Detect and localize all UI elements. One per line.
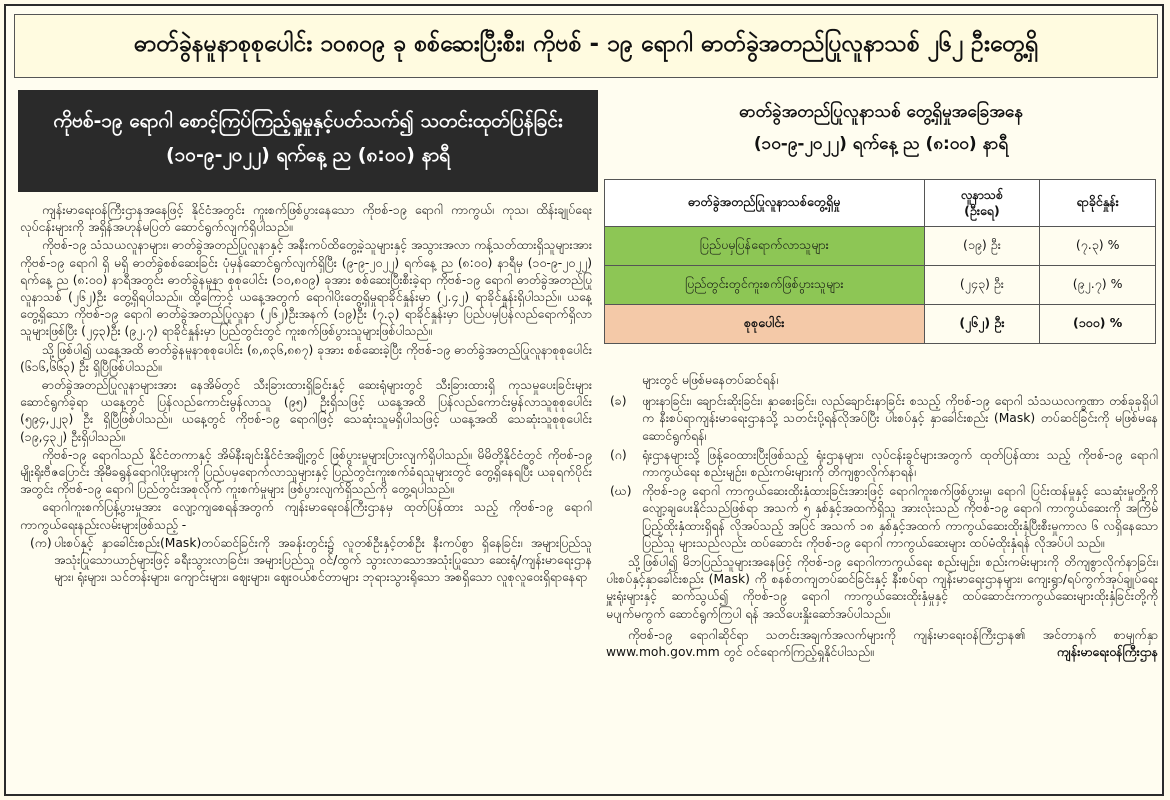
paragraph: ကိုဗစ်-၁၉ သံသယလူနာများ၊ ဓာတ်ခွဲအတည်ပြုလူနာနှင့် အနီးကပ်ထိတွေ့ခဲ့သူများနှင့် အသွားအလာ ကန့်သတ်ထားရှိသူများအား ကိုဗစ်-၁၉ ရောဂါ ရှိ မရှိ ဓာတ်ခွဲစစ်ဆေးခြင်း ပုံမှန်ဆောင်ရွက်လျက်ရှိပြီး (၉-၉-၂၀၂၂) ရက်နေ့ ည (၈:၀၀) နာရီမှ (၁၀-၉-၂၀၂၂) ရက်နေ့ ည (၈:၀၀) နာရီအတွင်း ဓာတ်ခွဲနမူနာ စုစုပေါင်း (၁၀,၈၀၉) ခုအား စစ်ဆေးပြီးစီးခဲ့ရာ ကိုဗစ်-၁၉ ရောဂါ ဓာတ်ခွဲအတည်ပြုလူနာသစ် (၂၆၂)ဦး တွေ့ရှိရပါသည်။ ထို့ကြောင့် ယနေ့အတွက် ရောဂါပိုးတွေ့ရှိမှုရာခိုင်နှုန်းမှာ (၂.၄၂) ရာခိုင်နှုန်းရှိပါသည်။ ယနေ့တွေ့ရှိသော ကိုဗစ်-၁၉ ရောဂါ ဓာတ်ခွဲအတည်ပြုလူနာ (၂၆၂)ဦးအနက် (၁၉)ဦး (၇.၃) ရာခိုင်နှုန်းမှာ ပြည်ပမှပြန်လည်ရောက်ရှိလာသူများဖြစ်ပြီး (၂၄၃)ဦး (၉၂.၇) ရာခိုင်နှုန်းမှာ ပြည်တွင်းတွင် ကူးစက်ဖြစ်ပွားသူများဖြစ်ပါသည်။ bbox=[20, 238, 592, 339]
document-frame bbox=[4, 4, 1164, 796]
list-item bbox=[606, 447, 1158, 481]
paragraph: များတွင် မဖြစ်မနေတပ်ဆင်ရန်၊ bbox=[642, 373, 779, 387]
table-cell: (၇.၃) % bbox=[1040, 227, 1156, 266]
column-header: ဓာတ်ခွဲအတည်ပြုလူနာသစ်တွေ့ရှိမှု bbox=[605, 180, 925, 227]
right-header-title: ဓာတ်ခွဲအတည်ပြုလူနာသစ် တွေ့ရှိမှုအခြေအနေ bbox=[739, 102, 1023, 122]
left-header-date: (၁၀-၉-၂၀၂၂) ရက်နေ့ ည (၈:၀၀) နာရီ bbox=[165, 144, 451, 166]
list-item bbox=[20, 535, 592, 587]
list-marker: (ခ) bbox=[610, 394, 627, 409]
table-row bbox=[605, 266, 1156, 305]
table-cell: စုစုပေါင်း bbox=[605, 305, 925, 344]
paragraph: ဓာတ်ခွဲအတည်ပြုလူနာများအား နေအိမ်တွင် သီးခြားထားရှိခြင်းနှင့် ဆေးရုံများတွင် သီးခြားထားရှိ ကုသမှုပေးခြင်းများ ဆောင်ရွက်ခဲ့ရာ ယနေ့တွင် ပြန်လည်ကောင်းမွန်လာသူ (၉၅) ဦးရှိသဖြင့် ယနေ့အထိ ပြန်လည်ကောင်းမွန်လာသူစုစုပေါင်း (၅၉၄,၂၂၃) ဦး ရှိပြီဖြစ်ပါသည်။ ယနေ့တွင် ကိုဗစ်-၁၉ ရောဂါဖြင့် သေဆုံးသူမရှိပါသဖြင့် ယနေ့အထိ သေဆုံးသူစုစုပေါင်း (၁၉,၄၃၂) ဦးရှိပါသည်။ bbox=[20, 378, 592, 444]
signature: ကျန်းမာရေးဝန်ကြီးဌာန bbox=[1056, 645, 1158, 660]
paragraph-text: ကိုဗစ်-၁၉ ရောဂါဆိုင်ရာ သတင်းအချက်အလက်များကို ကျန်းမာရေးဝန်ကြီးဌာန၏ အင်တာနက် စာမျက်နှာ www.moh.gov.mm တွင် ဝင်ရောက်ကြည့်ရှုနိုင်ပါသည်။ bbox=[606, 627, 1158, 660]
table-header-row bbox=[605, 180, 1156, 227]
list-marker: (က) bbox=[30, 535, 52, 550]
headline-title: ဓာတ်ခွဲနမူနာစုစုပေါင်း ၁၀၈၀၉ ခု စစ်ဆေးပြီးစီး၊ ကိုဗစ် - ၁၉ ရောဂါ ဓာတ်ခွဲအတည်ပြုလူနာသစ် ၂၆၂ ဦးတွေ့ရှိ bbox=[134, 31, 1038, 57]
paragraph: ကျန်းမာရေးဝန်ကြီးဌာနအနေဖြင့် နိုင်ငံအတွင်း ကူးစက်ဖြစ်ပွားနေသော ကိုဗစ်-၁၉ ရောဂါ ကာကွယ်၊ ကုသ၊ ထိန်းချုပ်ရေးလုပ်ငန်းများကို အရှိန်အဟုန်မပြတ် ဆောင်ရွက်လျက်ရှိပါသည်။ bbox=[20, 203, 592, 235]
list-item bbox=[606, 393, 1158, 445]
table-cell: (၉၂.၇) % bbox=[1040, 266, 1156, 305]
list-marker: (ဂ) bbox=[610, 447, 627, 462]
list-item bbox=[606, 483, 1158, 552]
table-cell: (၂၆၂) ဦး bbox=[924, 305, 1040, 344]
table-total-row bbox=[605, 305, 1156, 344]
paragraph bbox=[606, 627, 1158, 661]
column-header: လူနာသစ် (ဦးရေ) bbox=[924, 180, 1040, 227]
column-header: ရာခိုင်နှုန်း bbox=[1040, 180, 1156, 227]
paragraph: သို့ဖြစ်ပါ၍ မိဘပြည်သူများအနေဖြင့် ကိုဗစ်-၁၉ ရောဂါကာကွယ်ရေး စည်းမျဉ်း၊ စည်းကမ်းများကို တိကျစွာလိုက်နာခြင်း၊ ပါးစပ်နှင့်နှာခေါင်းစည်း (Mask) ကို စနစ်တကျတပ်ဆင်ခြင်းနှင့် နီးစပ်ရာ ကျန်းမာရေးဌာနများ၊ ကျေးရွာ/ရပ်ကွက်အုပ်ချုပ်ရေးမှူးရုံးများနှင့် ဆက်သွယ်၍ ကိုဗစ်-၁၉ ရောဂါ ကာကွယ်ဆေးထိုးနှံမှုနှင့် ထပ်ဆောင်းကာကွယ်ဆေးများထိုးနှံခြင်းတို့ကို မပျက်မကွက် ဆောင်ရွက်ကြပါ ရန် အသိပေးနှိုးဆော်အပ်ပါသည်။ bbox=[606, 555, 1158, 621]
right-header bbox=[606, 90, 1156, 178]
table-cell: (၁၉) ဦး bbox=[924, 227, 1040, 266]
headline-banner bbox=[14, 14, 1158, 78]
right-body-text bbox=[606, 372, 1158, 794]
list-text: ဖျားနာခြင်း၊ ချောင်းဆိုးခြင်း၊ နှာစေးခြင်း၊ လည်ချောင်းနာခြင်း စသည့် ကိုဗစ်-၁၉ ရောဂါ သံသယလက္ခဏာ တစ်ခုခုရှိပါက နီးစပ်ရာကျန်းမာရေးဌာနသို့ သတင်းပို့ရန်လိုအပ်ပြီး ပါးစပ်နှင့် နှာခေါင်းစည်း (Mask) တပ်ဆင်ခြင်းကို မဖြစ်မနေဆောင်ရွက်ရန်၊ bbox=[642, 394, 1158, 443]
left-header-box bbox=[18, 90, 598, 192]
table-cell: (၂၄၃) ဦး bbox=[924, 266, 1040, 305]
paragraph: သို့ဖြစ်ပါ၍ ယနေ့အထိ ဓာတ်ခွဲနမူနာစုစုပေါင်း (၈,၈၃၆,၈၈၇) ခုအား စစ်ဆေးခဲ့ပြီး ကိုဗစ်-၁၉ ဓာတ်ခွဲအတည်ပြုလူနာစုစုပေါင်း (၆၁၆,၆၆၃) ဦး ရှိပြီဖြစ်ပါသည်။ bbox=[20, 342, 592, 374]
list-text: ကိုဗစ်-၁၉ ရောဂါ ကာကွယ်ဆေးထိုးနှံထားခြင်းအားဖြင့် ရောဂါကူးစက်ဖြစ်ပွားမှု၊ ရောဂါ ပြင်းထန်မှုနှင့် သေဆုံးမှုတို့ကို လျော့ချပေးနိုင်သည်ဖြစ်ရာ အသက် ၅ နှစ်နှင့်အထက်ရှိသူ အားလုံးသည် ကိုဗစ်-၁၉ ရောဂါ ကာကွယ်ဆေးကို အကြိမ်ပြည့်ထိုးနှံထားရှိရန် လိုအပ်သည့် အပြင် အသက် ၁၈ နှစ်နှင့်အထက် ကာကွယ်ဆေးထိုးနှံပြီးစီးမှုကာလ ၆ လရှိနေသော ပြည်သူ များသည်လည်း ထပ်ဆောင်း ကိုဗစ်-၁၉ ရောဂါ ကာကွယ်ဆေးများ ထပ်မံထိုးနှံရန် လိုအပ်ပါ သည်။ bbox=[642, 484, 1158, 550]
list-marker: (ဃ) bbox=[610, 484, 632, 499]
list-text: ပါးစပ်နှင့် နှာခေါင်းစည်း(Mask)တပ်ဆင်ခြင်းကို အခန်းတွင်း၌ လူတစ်ဦးနှင့်တစ်ဦး နီးကပ်စွာ ရှိနေခြင်း၊ အများပြည်သူအသုံးပြုသောယာဉ်များဖြင့် ခရီးသွားလာခြင်း၊ အများပြည်သူ ဝင်/ထွက် သွားလာသောအသုံးပြုသော ဆေးရုံ/ကျန်းမာရေးဌာနများ၊ ရုံးများ၊ သင်တန်းများ၊ ကျောင်းများ၊ ဈေးများ၊ ဈေးဝယ်စင်တာများ ဘုရားသွားရိုသော အစရှိသော လူစုလူဝေးရှိရာနေရာ bbox=[54, 535, 592, 585]
paragraph: ကိုဗစ်-၁၉ ရောဂါသည် နိုင်ငံတကာနှင့် အိမ်နီးချင်းနိုင်ငံအချို့တွင် ဖြစ်ပွားမှုများပြားလျက်ရှိပါသည်။ မိမိတို့နိုင်ငံတွင် ကိုဗစ်-၁၉ မျိုးရိုးဗီဇပြောင်း အိုမီခရွန်ရောဂါပိုးများကို ပြည်ပမှရောက်လာသူများနှင့် ပြည်တွင်းကူးစက်ခံရသူများတွင် တွေ့ရှိနေရပြီး ယခုရက်ပိုင်းအတွင်း ကိုဗစ်-၁၉ ရောဂါ ပြည်တွင်းအစုလိုက် ကူးစက်မှုများ ဖြစ်ပွားလျက်ရှိသည်ကို တွေ့ရပါသည်။ bbox=[20, 447, 592, 497]
statistics-table bbox=[604, 179, 1156, 344]
paragraph: ရောဂါကူးစက်ပြန့်ပွားမှုအား လျော့ကျစေရန်အတွက် ကျန်းမာရေးဝန်ကြီးဌာနမှ ထုတ်ပြန်ထား သည့် ကိုဗစ်-၁၉ ရောဂါ ကာကွယ်ရေးနည်းလမ်းများဖြစ်သည့် - bbox=[20, 500, 592, 532]
right-header-date: (၁၀-၉-၂၀၂၂) ရက်နေ့ ည (၈:၀၀) နာရီ bbox=[753, 134, 1009, 154]
table-cell: ပြည်ပမှပြန်ရောက်လာသူများ bbox=[605, 227, 925, 266]
table-cell: (၁၀၀) % bbox=[1040, 305, 1156, 344]
list-text: ရုံးဌာနများသို့ ဖြန့်ဝေထားပြီးဖြစ်သည့် ရုံးဌာနများ၊ လုပ်ငန်းခွင်များအတွက် ထုတ်ပြန်ထား သည့် ကိုဗစ်-၁၉ ရောဂါကာကွယ်ရေး စည်းမျဉ်း၊ စည်းကမ်းများကို တိကျစွာလိုက်နာရန်၊ bbox=[642, 447, 1158, 480]
table-row bbox=[605, 227, 1156, 266]
left-header-title: ကိုဗစ်-၁၉ ရောဂါ စောင့်ကြပ်ကြည့်ရှုမှုနှင့်ပတ်သက်၍ သတင်းထုတ်ပြန်ခြင်း bbox=[53, 110, 563, 132]
table-cell: ပြည်တွင်းတွင်ကူးစက်ဖြစ်ပွားသူများ bbox=[605, 266, 925, 305]
left-body-text bbox=[20, 202, 592, 794]
